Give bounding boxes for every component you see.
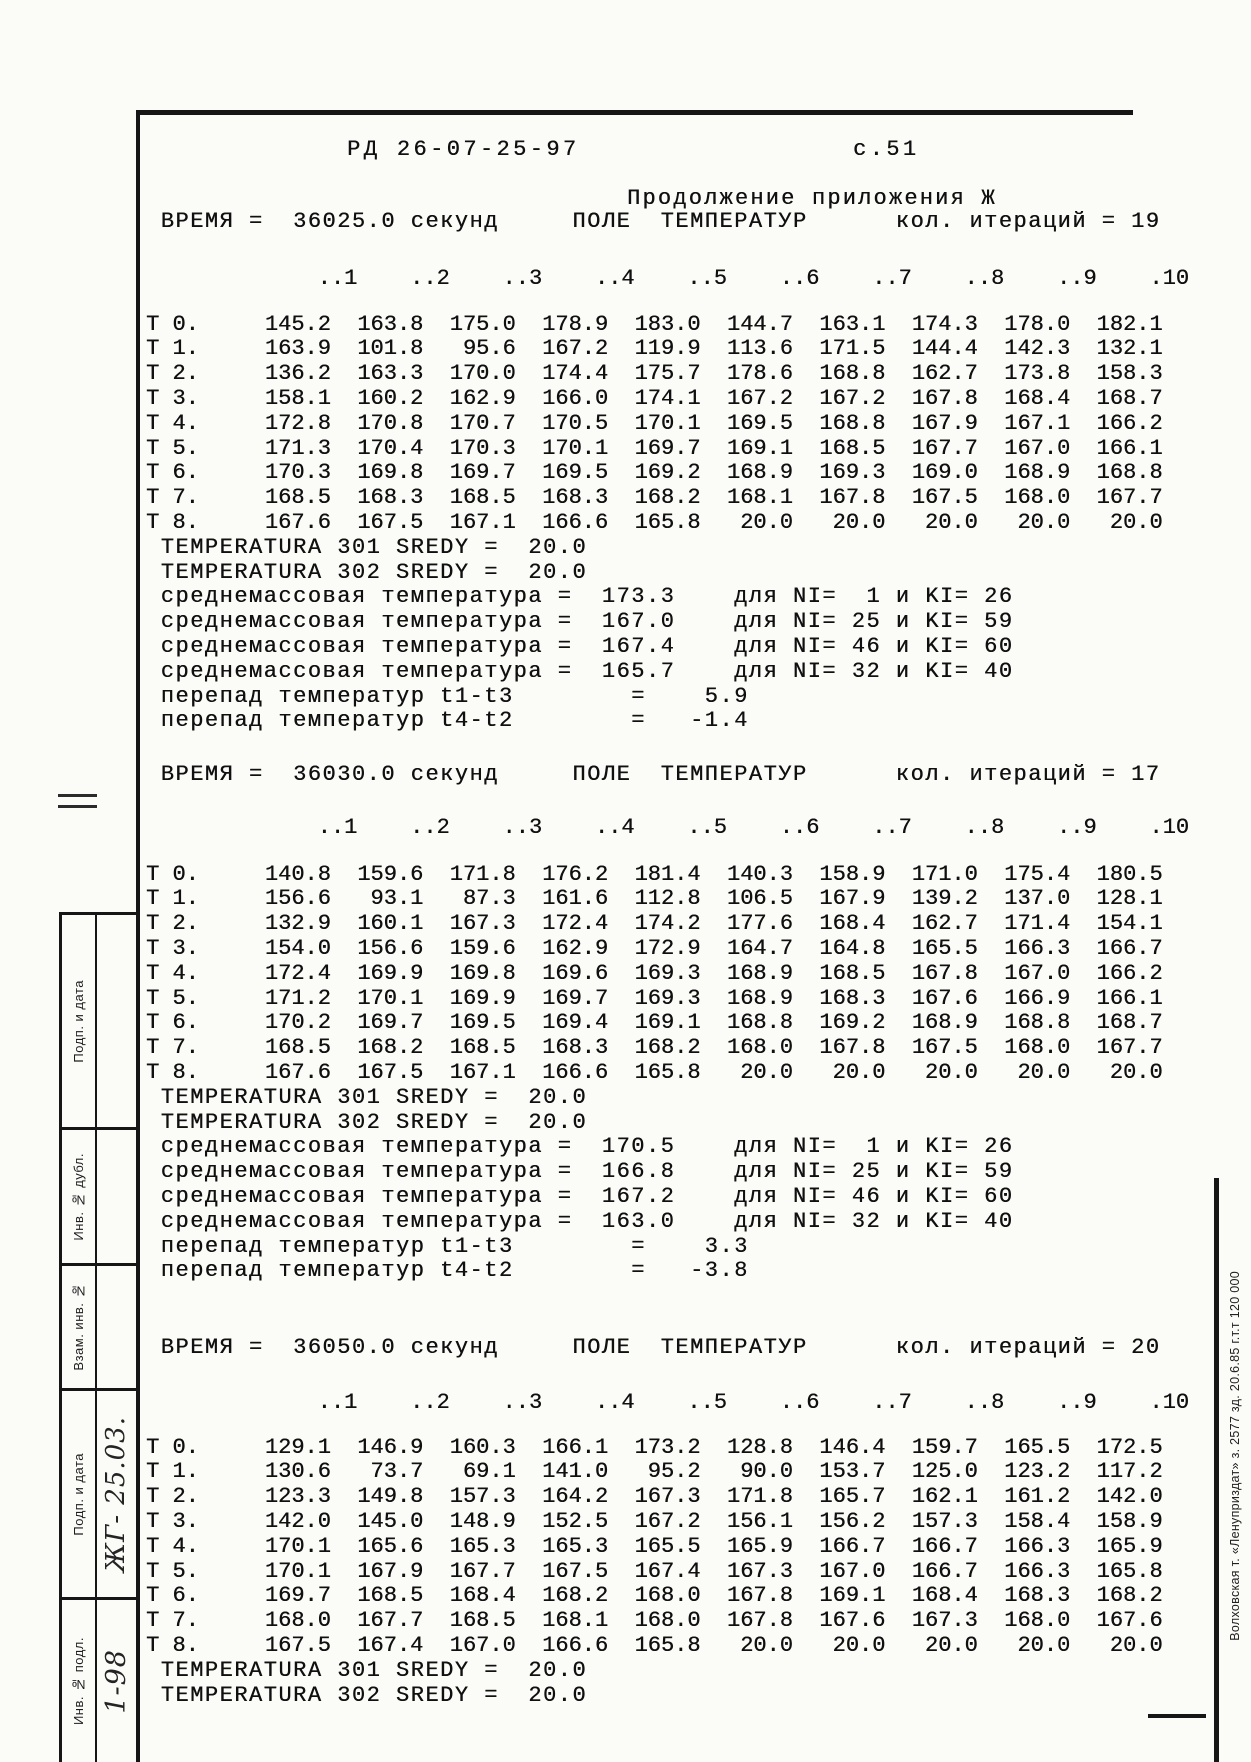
page-number: с.51 bbox=[853, 137, 920, 162]
table-row: T 2. 123.3 149.8 157.3 164.2 167.3 171.8 165.7 162.1 161.2 142.0 bbox=[146, 1484, 1163, 1510]
temperature-table bbox=[146, 1436, 1189, 1659]
sidebar-tick-mark bbox=[58, 805, 97, 808]
footer-line: среднемассовая температура = 165.7 для NI= 32 и KI= 40 bbox=[146, 658, 1014, 684]
block-footer bbox=[146, 536, 1189, 734]
table-row: T 3. 158.1 160.2 162.9 166.0 174.1 167.2 167.2 167.8 168.4 168.7 bbox=[146, 385, 1163, 411]
table-row: T 1. 156.6 93.1 87.3 161.6 112.8 106.5 167.9 139.2 137.0 128.1 bbox=[146, 886, 1163, 912]
table-row: T 6. 170.3 169.8 169.7 169.5 169.2 168.9 169.3 169.0 168.9 168.8 bbox=[146, 460, 1163, 486]
block-footer bbox=[146, 1659, 1189, 1709]
footer-line: TEMPERATURA 301 SREDY = 20.0 bbox=[146, 1657, 588, 1683]
footer-line: среднемассовая температура = 167.4 для NI= 46 и KI= 60 bbox=[146, 633, 1014, 659]
column-headers: ..1 ..2 ..3 ..4 ..5 ..6 ..7 ..8 ..9 .10 bbox=[146, 814, 1189, 840]
margin-section-podp-data-2 bbox=[60, 1391, 96, 1597]
table-row: T 3. 142.0 145.0 148.9 152.5 167.2 156.1 156.2 157.3 158.4 158.9 bbox=[146, 1508, 1163, 1534]
table-row: T 5. 171.2 170.1 169.9 169.7 169.3 168.9 168.3 167.6 166.9 166.1 bbox=[146, 985, 1163, 1011]
table-row: T 1. 130.6 73.7 69.1 141.0 95.2 90.0 153.7 125.0 123.2 117.2 bbox=[146, 1459, 1163, 1485]
table-row: T 6. 169.7 168.5 168.4 168.2 168.0 167.8 169.1 168.4 168.3 168.2 bbox=[146, 1583, 1163, 1609]
table-row: T 6. 170.2 169.7 169.5 169.4 169.1 168.8 169.2 168.9 168.8 168.7 bbox=[146, 1010, 1163, 1036]
table-row: T 8. 167.5 167.4 167.0 166.6 165.8 20.0 20.0 20.0 20.0 20.0 bbox=[146, 1632, 1163, 1658]
table-row: T 2. 132.9 160.1 167.3 172.4 174.2 177.6 168.4 162.7 171.4 154.1 bbox=[146, 911, 1163, 937]
bottom-right-mark bbox=[1148, 1714, 1206, 1718]
imprint-text: Волховская т. «Ленуприздат» з. 2577 зд. 20.6.85 г.т.т 120 000 bbox=[1228, 1271, 1242, 1641]
handwriting: 1-98 bbox=[100, 1648, 132, 1714]
margin-section-inv-podl bbox=[60, 1600, 96, 1762]
document-number: РД 26-07-25-97 bbox=[347, 137, 580, 162]
table-row: T 5. 170.1 167.9 167.7 167.5 167.4 167.3 167.0 166.7 166.3 165.8 bbox=[146, 1558, 1163, 1584]
footer-line: среднемассовая температура = 167.0 для NI= 25 и KI= 59 bbox=[146, 609, 1014, 635]
table-row: T 5. 171.3 170.4 170.3 170.1 169.7 169.1 168.5 167.7 167.0 166.1 bbox=[146, 435, 1163, 461]
temperature-block bbox=[146, 1336, 1189, 1708]
temperature-block bbox=[146, 210, 1189, 734]
column-headers: ..1 ..2 ..3 ..4 ..5 ..6 ..7 ..8 ..9 .10 bbox=[146, 1389, 1189, 1415]
footer-line: TEMPERATURA 301 SREDY = 20.0 bbox=[146, 1084, 588, 1110]
table-row: T 4. 170.1 165.6 165.3 165.3 165.5 165.9 166.7 166.7 166.3 165.9 bbox=[146, 1533, 1163, 1559]
block-header-line: ВРЕМЯ = 36050.0 секунд ПОЛЕ ТЕМПЕРАТУР кол. итераций = 20 bbox=[146, 1335, 1161, 1360]
handwriting: ЖГ- 25.03. bbox=[101, 1415, 131, 1573]
sidebar-tick-mark bbox=[58, 794, 97, 797]
table-row: T 8. 167.6 167.5 167.1 166.6 165.8 20.0 20.0 20.0 20.0 20.0 bbox=[146, 509, 1163, 535]
footer-line: перепад температур t4-t2 = -1.4 bbox=[146, 708, 749, 734]
table-row: T 4. 172.4 169.9 169.8 169.6 169.3 168.9 168.5 167.8 167.0 166.2 bbox=[146, 960, 1163, 986]
footer-line: среднемассовая температура = 163.0 для NI= 32 и KI= 40 bbox=[146, 1208, 1014, 1234]
table-row: T 3. 154.0 156.6 159.6 162.9 172.9 164.7 164.8 165.5 166.3 166.7 bbox=[146, 935, 1163, 961]
block-footer bbox=[146, 1086, 1189, 1284]
margin-section-podp-data-1 bbox=[60, 915, 96, 1127]
table-row: T 7. 168.0 167.7 168.5 168.1 168.0 167.8 167.6 167.3 168.0 167.6 bbox=[146, 1608, 1163, 1634]
table-row: T 0. 145.2 163.8 175.0 178.9 183.0 144.7 163.1 174.3 178.0 182.1 bbox=[146, 311, 1163, 337]
table-row: T 7. 168.5 168.3 168.5 168.3 168.2 168.1 167.8 167.5 168.0 167.7 bbox=[146, 485, 1163, 511]
footer-line: среднемассовая температура = 167.2 для NI= 46 и KI= 60 bbox=[146, 1183, 1014, 1209]
table-row: T 7. 168.5 168.2 168.5 168.3 168.2 168.0 167.8 167.5 168.0 167.7 bbox=[146, 1035, 1163, 1061]
temperature-block bbox=[146, 763, 1189, 1284]
temperature-table bbox=[146, 313, 1189, 536]
margin-label: Взам. инв. № bbox=[70, 1283, 86, 1371]
footer-line: TEMPERATURA 301 SREDY = 20.0 bbox=[146, 534, 588, 560]
table-row: T 2. 136.2 163.3 170.0 174.4 175.7 178.6 168.8 162.7 173.8 158.3 bbox=[146, 361, 1163, 387]
footer-line: среднемассовая температура = 170.5 для NI= 1 и KI= 26 bbox=[146, 1134, 1014, 1160]
frame-top-border bbox=[137, 110, 1133, 115]
printing-imprint bbox=[1219, 1150, 1251, 1762]
handwritten-signature-date bbox=[94, 1391, 138, 1597]
footer-line: перепад температур t1-t3 = 5.9 bbox=[146, 683, 749, 709]
table-row: T 0. 140.8 159.6 171.8 176.2 181.4 140.3 158.9 171.0 175.4 180.5 bbox=[146, 861, 1163, 887]
margin-label: Подп. и дата bbox=[70, 1452, 86, 1536]
footer-line: перепад температур t4-t2 = -3.8 bbox=[146, 1258, 749, 1284]
margin-label: Подп. и дата bbox=[70, 979, 86, 1063]
block-header-line: ВРЕМЯ = 36025.0 секунд ПОЛЕ ТЕМПЕРАТУР кол. итераций = 19 bbox=[146, 209, 1161, 234]
footer-line: TEMPERATURA 302 SREDY = 20.0 bbox=[146, 1682, 588, 1708]
handwritten-inventory-number bbox=[94, 1600, 138, 1762]
table-row: T 4. 172.8 170.8 170.7 170.5 170.1 169.5 168.8 167.9 167.1 166.2 bbox=[146, 410, 1163, 436]
table-row: T 1. 163.9 101.8 95.6 167.2 119.9 113.6 171.5 144.4 142.3 132.1 bbox=[146, 336, 1163, 362]
footer-line: TEMPERATURA 302 SREDY = 20.0 bbox=[146, 559, 588, 585]
footer-line: перепад температур t1-t3 = 3.3 bbox=[146, 1233, 749, 1259]
table-row: T 0. 129.1 146.9 160.3 166.1 173.2 128.8 146.4 159.7 165.5 172.5 bbox=[146, 1434, 1163, 1460]
block-header-line: ВРЕМЯ = 36030.0 секунд ПОЛЕ ТЕМПЕРАТУР кол. итераций = 17 bbox=[146, 762, 1161, 787]
footer-line: среднемассовая температура = 173.3 для NI= 1 и KI= 26 bbox=[146, 584, 1014, 610]
margin-label: Инв. № подл. bbox=[70, 1636, 86, 1726]
margin-section-vzam-inv bbox=[60, 1266, 96, 1388]
table-row: T 8. 167.6 167.5 167.1 166.6 165.8 20.0 20.0 20.0 20.0 20.0 bbox=[146, 1059, 1163, 1085]
appendix-continuation-title: Продолжение приложения Ж bbox=[627, 186, 997, 211]
footer-line: среднемассовая температура = 166.8 для NI= 25 и KI= 59 bbox=[146, 1159, 1014, 1185]
column-headers: ..1 ..2 ..3 ..4 ..5 ..6 ..7 ..8 ..9 .10 bbox=[146, 265, 1189, 291]
margin-label: Инв. № дубл. bbox=[70, 1152, 86, 1241]
temperature-table bbox=[146, 863, 1189, 1086]
footer-line: TEMPERATURA 302 SREDY = 20.0 bbox=[146, 1109, 588, 1135]
margin-section-inv-dubl bbox=[60, 1130, 96, 1263]
